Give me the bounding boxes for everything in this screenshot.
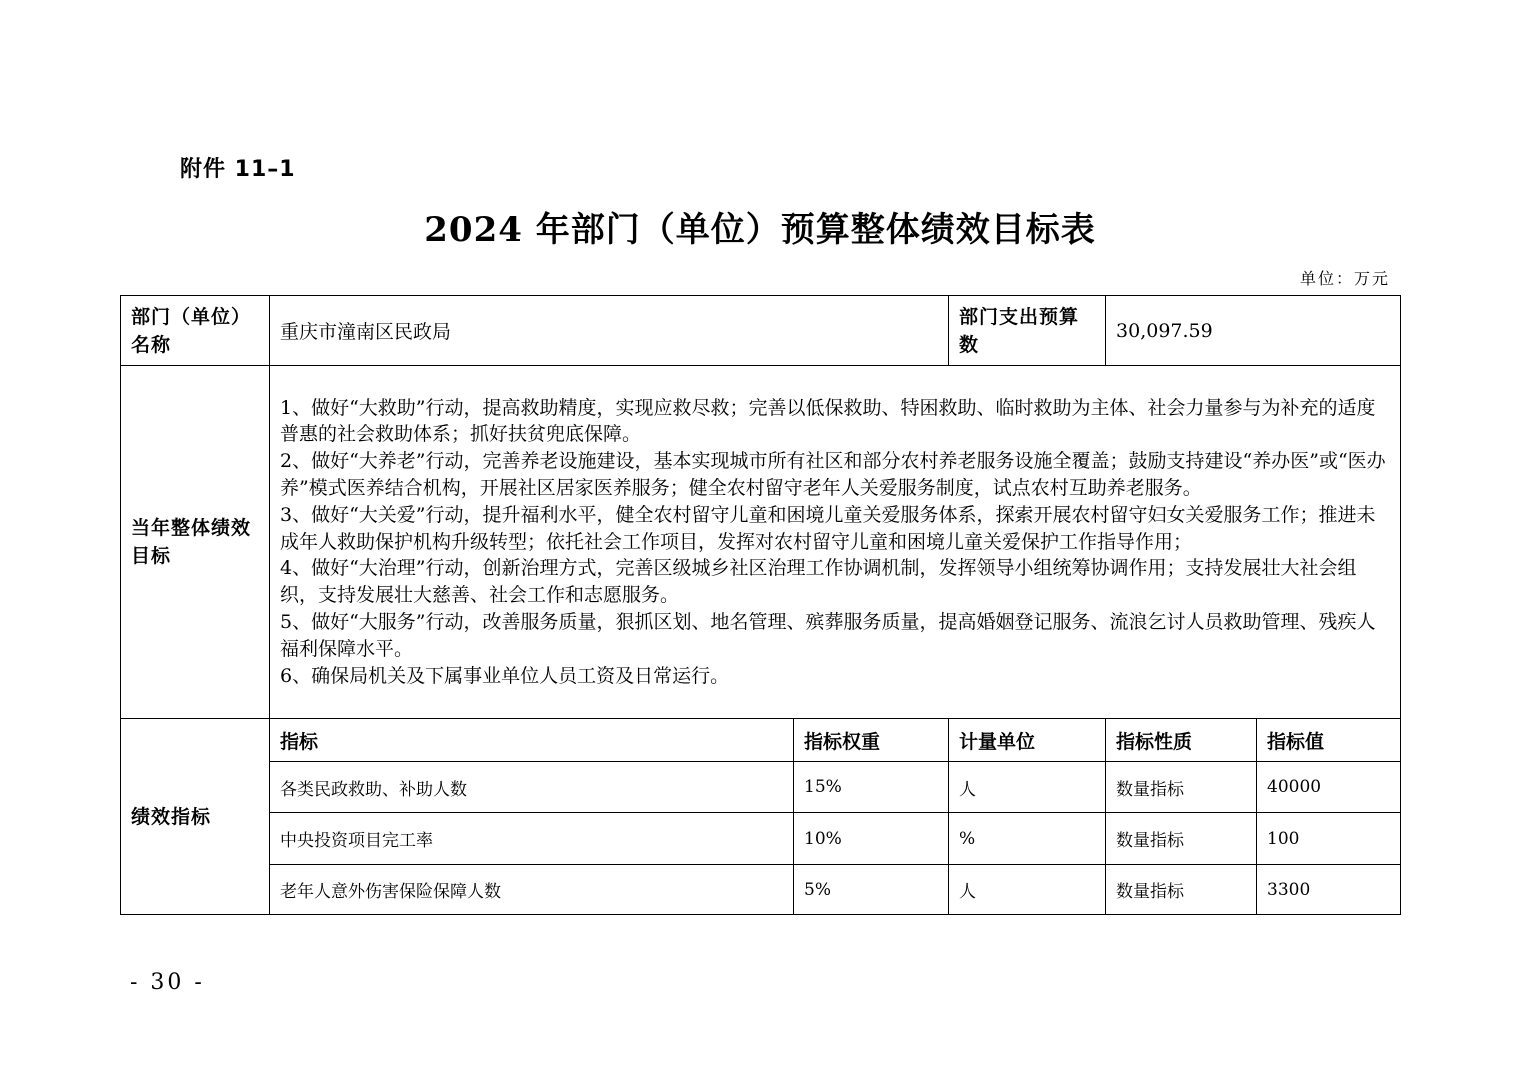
- indicator-weight: 10%: [794, 813, 949, 865]
- indicator-value: 100: [1257, 813, 1401, 865]
- indicator-header-row: [121, 719, 1401, 762]
- indicators-label: 绩效指标: [121, 719, 270, 915]
- goals-label: 当年整体绩效目标: [121, 366, 270, 719]
- indicator-weight: 15%: [794, 762, 949, 813]
- indicator-value: 3300: [1257, 865, 1401, 915]
- page-title: 2024 年部门（单位）预算整体绩效目标表: [424, 210, 1096, 250]
- header-unit: 计量单位: [949, 719, 1106, 762]
- indicator-nature: 数量指标: [1106, 813, 1257, 865]
- page-number: - 30 -: [130, 970, 205, 995]
- budget-value: 30,097.59: [1106, 296, 1401, 366]
- header-weight: 指标权重: [794, 719, 949, 762]
- goal-item: 1、做好“大救助”行动，提高救助精度，实现应救尽救；完善以低保救助、特困救助、临时救助为主体、社会力量参与为补充的适度普惠的社会救助体系；抓好扶贫兜底保障。: [280, 396, 1376, 446]
- indicator-name: 老年人意外伤害保险保障人数: [270, 865, 794, 915]
- goal-item: 6、确保局机关及下属事业单位人员工资及日常运行。: [280, 664, 730, 687]
- table-row: [121, 865, 1401, 915]
- header-value: 指标值: [1257, 719, 1401, 762]
- header-indicator: 指标: [270, 719, 794, 762]
- indicator-nature: 数量指标: [1106, 865, 1257, 915]
- goal-item: 2、做好“大养老”行动，完善养老设施建设，基本实现城市所有社区和部分农村养老服务设施全覆盖；鼓励支持建设“养办医”或“医办养”模式医养结合机构，开展社区居家医养服务；健全农村留守老年人关爱服务制度，试点农村互助养老服务。: [280, 450, 1386, 499]
- indicator-weight: 5%: [794, 865, 949, 915]
- goal-item: 4、做好“大治理”行动，创新治理方式，完善区级城乡社区治理工作协调机制，发挥领导小组统筹协调作用；支持发展壮大社会组织，支持发展壮大慈善、社会工作和志愿服务。: [280, 557, 1357, 607]
- indicator-name: 各类民政救助、补助人数: [270, 762, 794, 813]
- header-nature: 指标性质: [1106, 719, 1257, 762]
- goal-item: 3、做好“大关爱”行动，提升福利水平，健全农村留守儿童和困境儿童关爱服务体系，探索开展农村留守妇女关爱服务工作；推进未成年人救助保护机构升级转型；依托社会工作项目，发挥对农村留守儿童和困境儿童关爱保护工作指导作用；: [280, 503, 1376, 553]
- goals-content: [270, 366, 1401, 719]
- indicator-value: 40000: [1257, 762, 1401, 813]
- dept-name-label: 部门（单位）名称: [121, 296, 270, 366]
- goals-row: [121, 366, 1401, 719]
- indicator-unit: 人: [949, 762, 1106, 813]
- indicator-nature: 数量指标: [1106, 762, 1257, 813]
- dept-row: [121, 296, 1401, 366]
- indicator-unit: %: [949, 813, 1106, 865]
- budget-label: 部门支出预算数: [949, 296, 1106, 366]
- table-row: [121, 813, 1401, 865]
- dept-name-value: 重庆市潼南区民政局: [270, 296, 949, 366]
- attachment-label: 附件 11–1: [180, 157, 296, 182]
- goal-item: 5、做好“大服务”行动，改善服务质量，狠抓区划、地名管理、殡葬服务质量，提高婚姻登记服务、流浪乞讨人员救助管理、残疾人福利保障水平。: [280, 610, 1376, 660]
- unit-note: 单位：万元: [1299, 269, 1390, 288]
- performance-target-table: [120, 295, 1401, 915]
- indicator-name: 中央投资项目完工率: [270, 813, 794, 865]
- table-row: [121, 762, 1401, 813]
- indicator-unit: 人: [949, 865, 1106, 915]
